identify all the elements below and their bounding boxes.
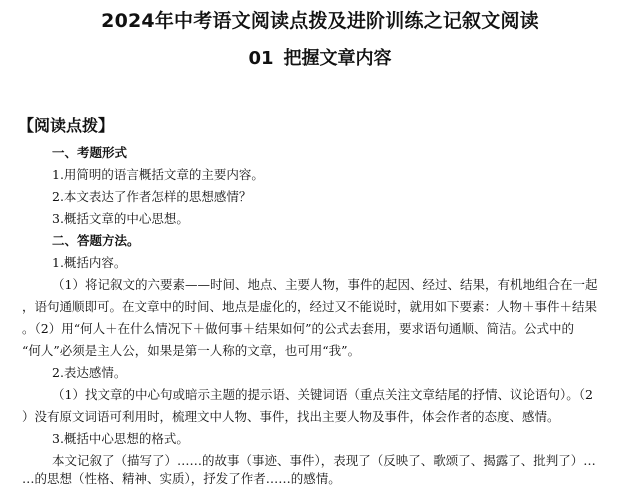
paragraph-line: “何人”必须是主人公，如果是第一人称的文章，也可用“我”。 [22,343,361,358]
list-item: 3.概括文章的中心思想。 [52,211,189,226]
list-item: 1.概括内容。 [52,255,127,270]
subtitle-text: 把握文章内容 [283,48,392,69]
section-heading: 【阅读点拨】 [18,116,115,135]
document-subtitle [0,47,640,71]
paragraph-line: （1）将记叙文的六要素——时间、地点、主要人物，事件的起因、经过、结果，有机地组合在一起 [52,277,598,292]
paragraph-line: （1）找文章的中心句或暗示主题的提示语、关键词语（重点关注文章结尾的抒情、议论语句）。（2 [52,387,593,402]
paragraph-line: 。（2）用“何人＋在什么情况下＋做何事＋结果如何”的公式去套用，要求语句通顺、简洁。公式中的 [22,321,574,336]
paragraph-line: ，语句通顺即可。在文章中的时间、地点是虚化的，经过又不能说时，就用如下要素：人物＋事件＋结果 [22,299,598,314]
subtitle-number: 01 [248,48,274,69]
paragraph-line: ）没有原文词语可利用时，梳理文中人物、事件，找出主要人物及事件，体会作者的态度、感情。 [22,409,560,424]
paragraph-line: 本文记叙了（描写了）……的故事（事迹、事件），表现了（反映了、歌颂了、揭露了、批判了）… [52,453,596,468]
heading-answer-methods: 二、答题方法。 [52,233,140,248]
list-item: 2.本文表达了作者怎样的思想感情？ [52,189,252,204]
list-item: 1.用简明的语言概括文章的主要内容。 [52,167,264,182]
heading-question-types: 一、考题形式 [52,145,128,160]
paragraph-line: …的思想（性格、精神、实质），抒发了作者……的感情。 [22,471,341,486]
list-item: 2.表达感情。 [52,365,127,380]
list-item: 3.概括中心思想的格式。 [52,431,189,446]
document-title: 2024年中考语文阅读点拨及进阶训练之记叙文阅读 [101,10,539,32]
